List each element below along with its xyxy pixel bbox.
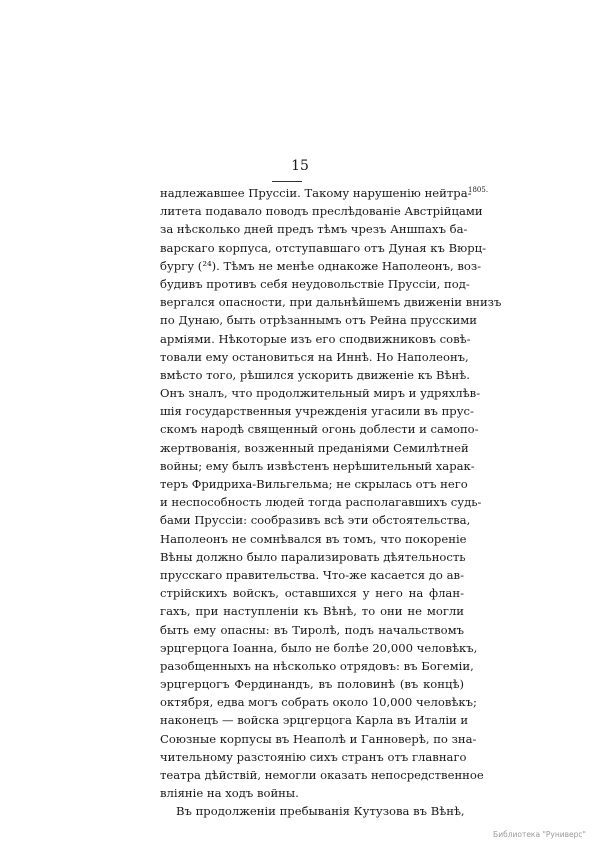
text-line: быть ему опасны: въ Тиролѣ, подъ начальствомъ bbox=[160, 622, 464, 637]
text-line: по Дунаю, быть отрѣзаннымъ отъ Рейна прусскими bbox=[160, 313, 478, 328]
text-line: стрійскихъ войскъ, оставшихся у него на флан- bbox=[160, 586, 464, 601]
text-line: жертвованія, возженный преданіями Семилѣтней bbox=[160, 440, 469, 455]
text-line: эрцгерцога Іоанна, было не болѣе 20,000 человѣкъ, bbox=[160, 640, 478, 655]
text-line: театра дѣйствій, немогли оказать непосредственное bbox=[160, 768, 484, 782]
text-line: Союзные корпусы въ Неаполѣ и Ганноверѣ, по зна- bbox=[160, 731, 477, 746]
text-line: вліяніе на ходъ войны. bbox=[160, 786, 299, 801]
text-line: октября, едва могъ собрать около 10,000 человѣкъ; bbox=[160, 695, 477, 710]
text-line: товали ему остановиться на Иннѣ. Но Наполеонъ, bbox=[160, 349, 469, 364]
text-line: за нѣсколько дней предъ тѣмъ чрезъ Аншпахъ ба- bbox=[160, 222, 468, 237]
text-line: прусскаго правительства. Что-же касается до ав- bbox=[160, 567, 464, 582]
text-line: шія государственныя учрежденія угасили въ прус- bbox=[160, 404, 474, 419]
page-number-rule bbox=[272, 181, 302, 182]
text-line: вергался опасности, при дальнѣйшемъ движеніи внизъ bbox=[160, 295, 502, 310]
text-line: и неспособность людей тогда располагавшихъ судь- bbox=[160, 495, 482, 510]
text-line: будивъ противъ себя неудовольствіе Пруссіи, под- bbox=[160, 276, 470, 291]
text-line: разобщенныхъ на нѣсколько отрядовъ: въ Богеміи, bbox=[160, 658, 474, 673]
paragraph-start-line: Въ продолженіи пребыванія Кутузова въ Вѣнѣ, bbox=[176, 804, 465, 819]
text-line: бургу (²⁴). Тѣмъ не менѣе однакоже Наполеонъ, воз- bbox=[160, 258, 482, 273]
text-line: эрцгерцогъ Фердинандъ, въ половинѣ (въ концѣ) bbox=[160, 677, 464, 692]
page-number: 15 bbox=[291, 158, 309, 174]
text-line: гахъ, при наступленіи къ Вѣнѣ, то они не могли bbox=[160, 604, 464, 619]
library-watermark: Библиотека "Руниверс" bbox=[493, 830, 586, 839]
text-line: литета подавало поводъ преслѣдованіе Австрійцами bbox=[160, 204, 483, 219]
text-line: бами Пруссіи: сообразивъ всѣ эти обстоятельства, bbox=[160, 513, 471, 528]
text-line: наконецъ — войска эрцгерцога Карла въ Италіи и bbox=[160, 713, 469, 728]
text-line: чительному разстоянію сихъ странъ отъ главнаго bbox=[160, 749, 467, 764]
text-line: скомъ народѣ священный огонь доблести и самопо- bbox=[160, 422, 479, 437]
text-line: арміями. Нѣкоторые изъ его сподвижниковъ совѣ- bbox=[160, 331, 471, 346]
margin-year-note: 1805. bbox=[468, 186, 489, 194]
text-line: Вѣны должно было парализировать дѣятельность bbox=[160, 549, 466, 564]
text-line: вмѣсто того, рѣшился ускорить движеніе къ Вѣнѣ. bbox=[160, 367, 470, 382]
text-line: варскаго корпуса, отступавшаго отъ Дуная къ Вюрц- bbox=[160, 240, 487, 255]
text-line: Онъ зналъ, что продолжительный миръ и удряхлѣв- bbox=[160, 386, 481, 401]
text-line: Наполеонъ не сомнѣвался въ томъ, что покореніе bbox=[160, 531, 467, 546]
text-line: войны; ему былъ извѣстенъ нерѣшительный харак- bbox=[160, 458, 475, 473]
text-line: теръ Фридриха-Вильгельма; не скрылась отъ него bbox=[160, 477, 468, 491]
text-line: надлежавшее Пруссіи. Такому нарушенію нейтра- bbox=[160, 186, 472, 200]
